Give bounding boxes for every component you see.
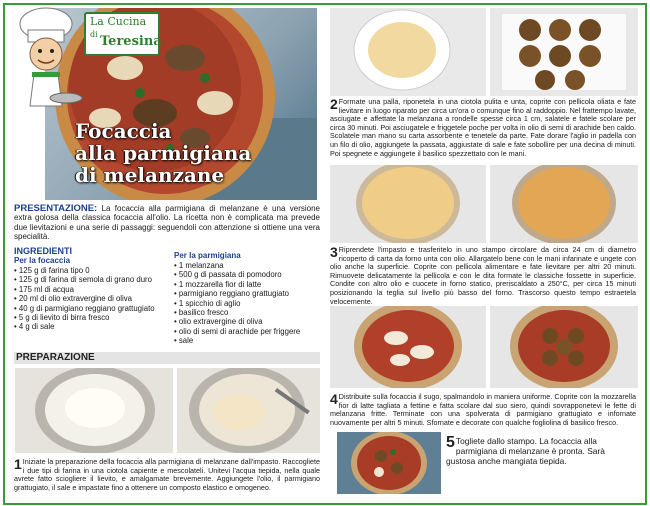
step-text: Riprendete l'impasto e trasferitelo in uno stampo circolare da circa 24 cm di diametro ricoperto di carta da forno unta con olio. Allargatelo bene con le mani infarinate e ungete con olio anche la superficie. Coprite con pellicola alimentare e fate lievitare per altri 20 minuti. Rimuovete delicatamente la pellicola e con le dita formate le classiche fossette in superficie. Condite con altro olio e cuocete in forno statico, preriscaldato a 250°C, per circa 15 minuti posizionando la teglia sul livello più basso del forno. Trascorso questo tempo estraetela velocemente. — [330, 245, 636, 306]
ingredient-item: • basilico fresco — [174, 308, 229, 318]
ingredient-item: • 1 spicchio di aglio — [174, 298, 241, 308]
ingredient-item: • 20 ml di olio extravergine di oliva — [14, 294, 133, 304]
step-2 — [330, 98, 636, 158]
step-text: Formate una palla, riponetela in una ciotola pulita e unta, coprite con pellicola oliata e fate lievitare in luogo riparato per circa un'ora o comunque fino al raddoppio. Nel frattempo lavate, asciugate e affettate la melanzana a rondelle spesse circa 1 cm, salatele e fatele scolare per circa 30 minuti. Poi asciugatele e friggetele poche per volta in olio di semi di arachide ben caldo. Scolatele man mano su carta assorbente e tenetele da parte. Fate dorare l'aglio in padella con un filo di olio, aggiungete la passata, aggiustate di sale e fate sobollire per una decina di minuti. Poi spegnete e aggiungete il basilico spezzettato con le mani. — [330, 97, 636, 158]
logo-line-1: La Cucina — [90, 15, 147, 28]
recipe-title — [75, 120, 251, 186]
ingredient-item: • 5 g di lievito di birra fresco — [14, 313, 110, 323]
focaccia-ingredients — [14, 256, 174, 332]
step-4 — [330, 393, 636, 427]
step1-photo-dough — [177, 368, 320, 453]
ingredient-item: • 125 g di farina tipo 0 — [14, 266, 90, 275]
intro-paragraph — [14, 204, 320, 242]
parmigiana-title: Per la parmigiana — [174, 251, 241, 260]
ingredient-item: • 175 ml di acqua — [14, 284, 74, 294]
step5-photo-final — [337, 432, 441, 494]
ingredient-item: • olio extravergine di oliva — [174, 317, 263, 327]
step-number: 4 — [330, 391, 338, 407]
focaccia-title: Per la focaccia — [14, 256, 71, 265]
intro-text: La focaccia alla parmigiana di melanzane è una versione extra golosa della classica focaccia all'olio. La ricetta non è complicata ma prevede due lievitazioni e una serie di passaggi: seguendoli con attenzione si ottiene una vera specialità. — [14, 204, 320, 242]
parmigiana-ingredients — [174, 251, 320, 346]
step-number: 2 — [330, 96, 338, 112]
preparation-heading: PREPARAZIONE — [16, 352, 95, 363]
ingredient-item: • 4 g di sale — [14, 322, 55, 332]
logo-line-3: Teresina — [100, 34, 162, 49]
ingredient-item: • 500 g di passata di pomodoro — [174, 270, 282, 280]
step4-photo-topped — [330, 306, 486, 388]
ingredient-item: • sale — [174, 336, 194, 346]
step2-photo-eggplant — [490, 8, 638, 96]
ingredient-item: • 125 g di farina di semola di grano duro — [14, 275, 152, 285]
step-text: Iniziate la preparazione della focaccia alla parmigiana di melanzane dall'impasto. Raccogliete i due tipi di farina in una ciotola capiente e mescolateli. Unitevi l'acqua tiepida, nella quale avrete fatto sciogliere il lievito, e amalgamate brevemente. Aggiungete l'olio, il parmigiano grattugiato, il sale e impastate fino a ottenere un composto elastico e omogeneo. — [14, 457, 320, 492]
step-number: 3 — [330, 244, 338, 260]
ingredient-item: • parmigiano reggiano grattugiato — [174, 289, 289, 299]
chef-mascot-icon — [6, 6, 88, 110]
step-text: Distribuite sulla focaccia il sugo, spalmandolo in maniera uniforme. Coprite con la mozzarella fior di latte tagliata a fettine e fatta scolare dal suo siero, quindi sovrapponetevi le fette di melanzana fritte. Terminate con una spolverata di parmigiano grattugiato e infornate nuovamente per altri 5 minuti. Sfornate e decorate con qualche fogliolina di basilico fresco. — [330, 392, 636, 427]
ingredient-item: • olio di semi di arachide per friggere — [174, 326, 301, 336]
preparation-banner — [14, 352, 320, 364]
step-number: 5 — [446, 434, 455, 451]
ingredient-item: • 40 g di parmigiano reggiano grattugiato — [14, 303, 155, 313]
ingredient-item: • 1 mozzarella fior di latte — [174, 279, 262, 289]
step2-photo-dough-ball — [330, 8, 486, 96]
step-5 — [446, 436, 636, 466]
title-line: Focaccia — [75, 119, 172, 143]
step4-photo-eggplant-layer — [490, 306, 638, 388]
logo-line-2: di — [90, 30, 98, 39]
step3-photo-pan — [330, 165, 486, 243]
title-line: di melanzane — [75, 163, 225, 187]
intro-heading: PRESENTAZIONE: — [14, 203, 98, 214]
brand-logo — [84, 12, 160, 56]
step-number: 1 — [14, 456, 22, 472]
title-line: alla parmigiana — [75, 141, 252, 165]
step-1 — [14, 458, 320, 492]
step1-photo-flour — [15, 368, 173, 453]
step-3 — [330, 246, 636, 306]
ingredients-heading: INGREDIENTI — [14, 246, 73, 256]
step3-photo-baked — [490, 165, 638, 243]
step-text: Togliete dallo stampo. La focaccia alla parmigiana di melanzane è pronta. Sarà gustosa anche mangiata tiepida. — [446, 436, 605, 466]
ingredient-item: • 1 melanzana — [174, 261, 224, 270]
